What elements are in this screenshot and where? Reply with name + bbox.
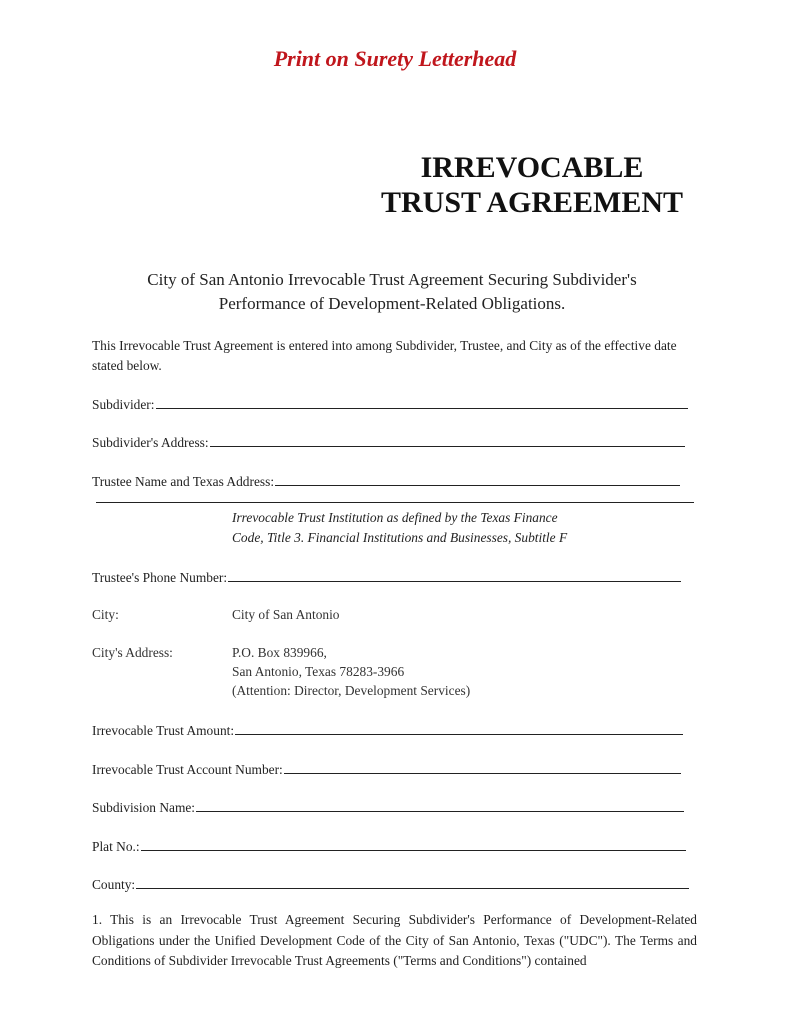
trustee-address-blank-2[interactable] (96, 502, 694, 503)
county-blank[interactable] (136, 874, 689, 889)
city-label: City: (92, 607, 119, 622)
subdivision-name-blank[interactable] (196, 797, 684, 812)
subdivider-address-label: Subdivider's Address: (92, 435, 209, 450)
subdivider-label: Subdivider: (92, 397, 155, 412)
city-address-line-3: (Attention: Director, Development Services) (232, 683, 471, 698)
letterhead-instruction: Print on Surety Letterhead (273, 46, 517, 71)
account-number-blank[interactable] (284, 759, 681, 774)
city-value: City of San Antonio (232, 607, 340, 622)
document-subtitle (92, 268, 692, 316)
subdivider-address-blank[interactable] (210, 432, 685, 447)
trustee-phone-label: Trustee's Phone Number: (92, 570, 228, 585)
plat-number-field[interactable] (92, 836, 686, 855)
subdivision-name-label: Subdivision Name: (92, 800, 196, 815)
subdivider-field[interactable] (92, 394, 688, 413)
trustee-definition-note (232, 508, 652, 548)
note-line-2: Code, Title 3. Financial Institutions and Businesses, Subtitle F (232, 530, 568, 545)
trust-amount-label: Irrevocable Trust Amount: (92, 723, 235, 738)
plat-number-blank[interactable] (141, 836, 686, 851)
city-row (92, 605, 692, 625)
subtitle-line-1: City of San Antonio Irrevocable Trust Agreement Securing Subdivider's (147, 270, 637, 289)
trust-amount-blank[interactable] (235, 720, 683, 735)
plat-number-label: Plat No.: (92, 839, 140, 854)
subdivider-address-field[interactable] (92, 432, 685, 451)
trustee-name-blank[interactable] (275, 471, 680, 486)
subdivision-name-field[interactable] (92, 797, 684, 816)
city-address-row (92, 643, 692, 703)
note-line-1: Irrevocable Trust Institution as defined by the Texas Finance (232, 510, 558, 525)
city-address-label: City's Address: (92, 645, 173, 660)
trustee-phone-field[interactable] (92, 567, 681, 586)
trustee-name-label: Trustee Name and Texas Address: (92, 474, 275, 489)
city-address-line-2: San Antonio, Texas 78283-3966 (232, 664, 405, 679)
paragraph-1: 1. This is an Irrevocable Trust Agreement Securing Subdivider's Performance of Development-Related Obligations under the Unified Development Code of the City of San Antonio, Texas ("UDC"). The Terms and Conditions of Subdivider Irrevocable Trust Agreements ("Terms and Conditions") contained (92, 912, 697, 968)
document-title (372, 150, 692, 220)
trustee-phone-blank[interactable] (228, 567, 681, 582)
account-number-label: Irrevocable Trust Account Number: (92, 762, 283, 777)
county-field[interactable] (92, 874, 689, 893)
subdivider-blank[interactable] (156, 394, 688, 409)
county-label: County: (92, 877, 136, 892)
city-address-line-1: P.O. Box 839966, (232, 645, 327, 660)
title-line-1: IRREVOCABLE (420, 151, 644, 184)
title-line-2: TRUST AGREEMENT (380, 186, 684, 219)
account-number-field[interactable] (92, 759, 681, 778)
trustee-name-field[interactable] (92, 471, 680, 490)
trust-amount-field[interactable] (92, 720, 683, 739)
subtitle-line-2: Performance of Development-Related Obligations. (218, 294, 566, 313)
intro-paragraph: This Irrevocable Trust Agreement is entered into among Subdivider, Trustee, and City as of the effective date stated below. (92, 338, 677, 373)
